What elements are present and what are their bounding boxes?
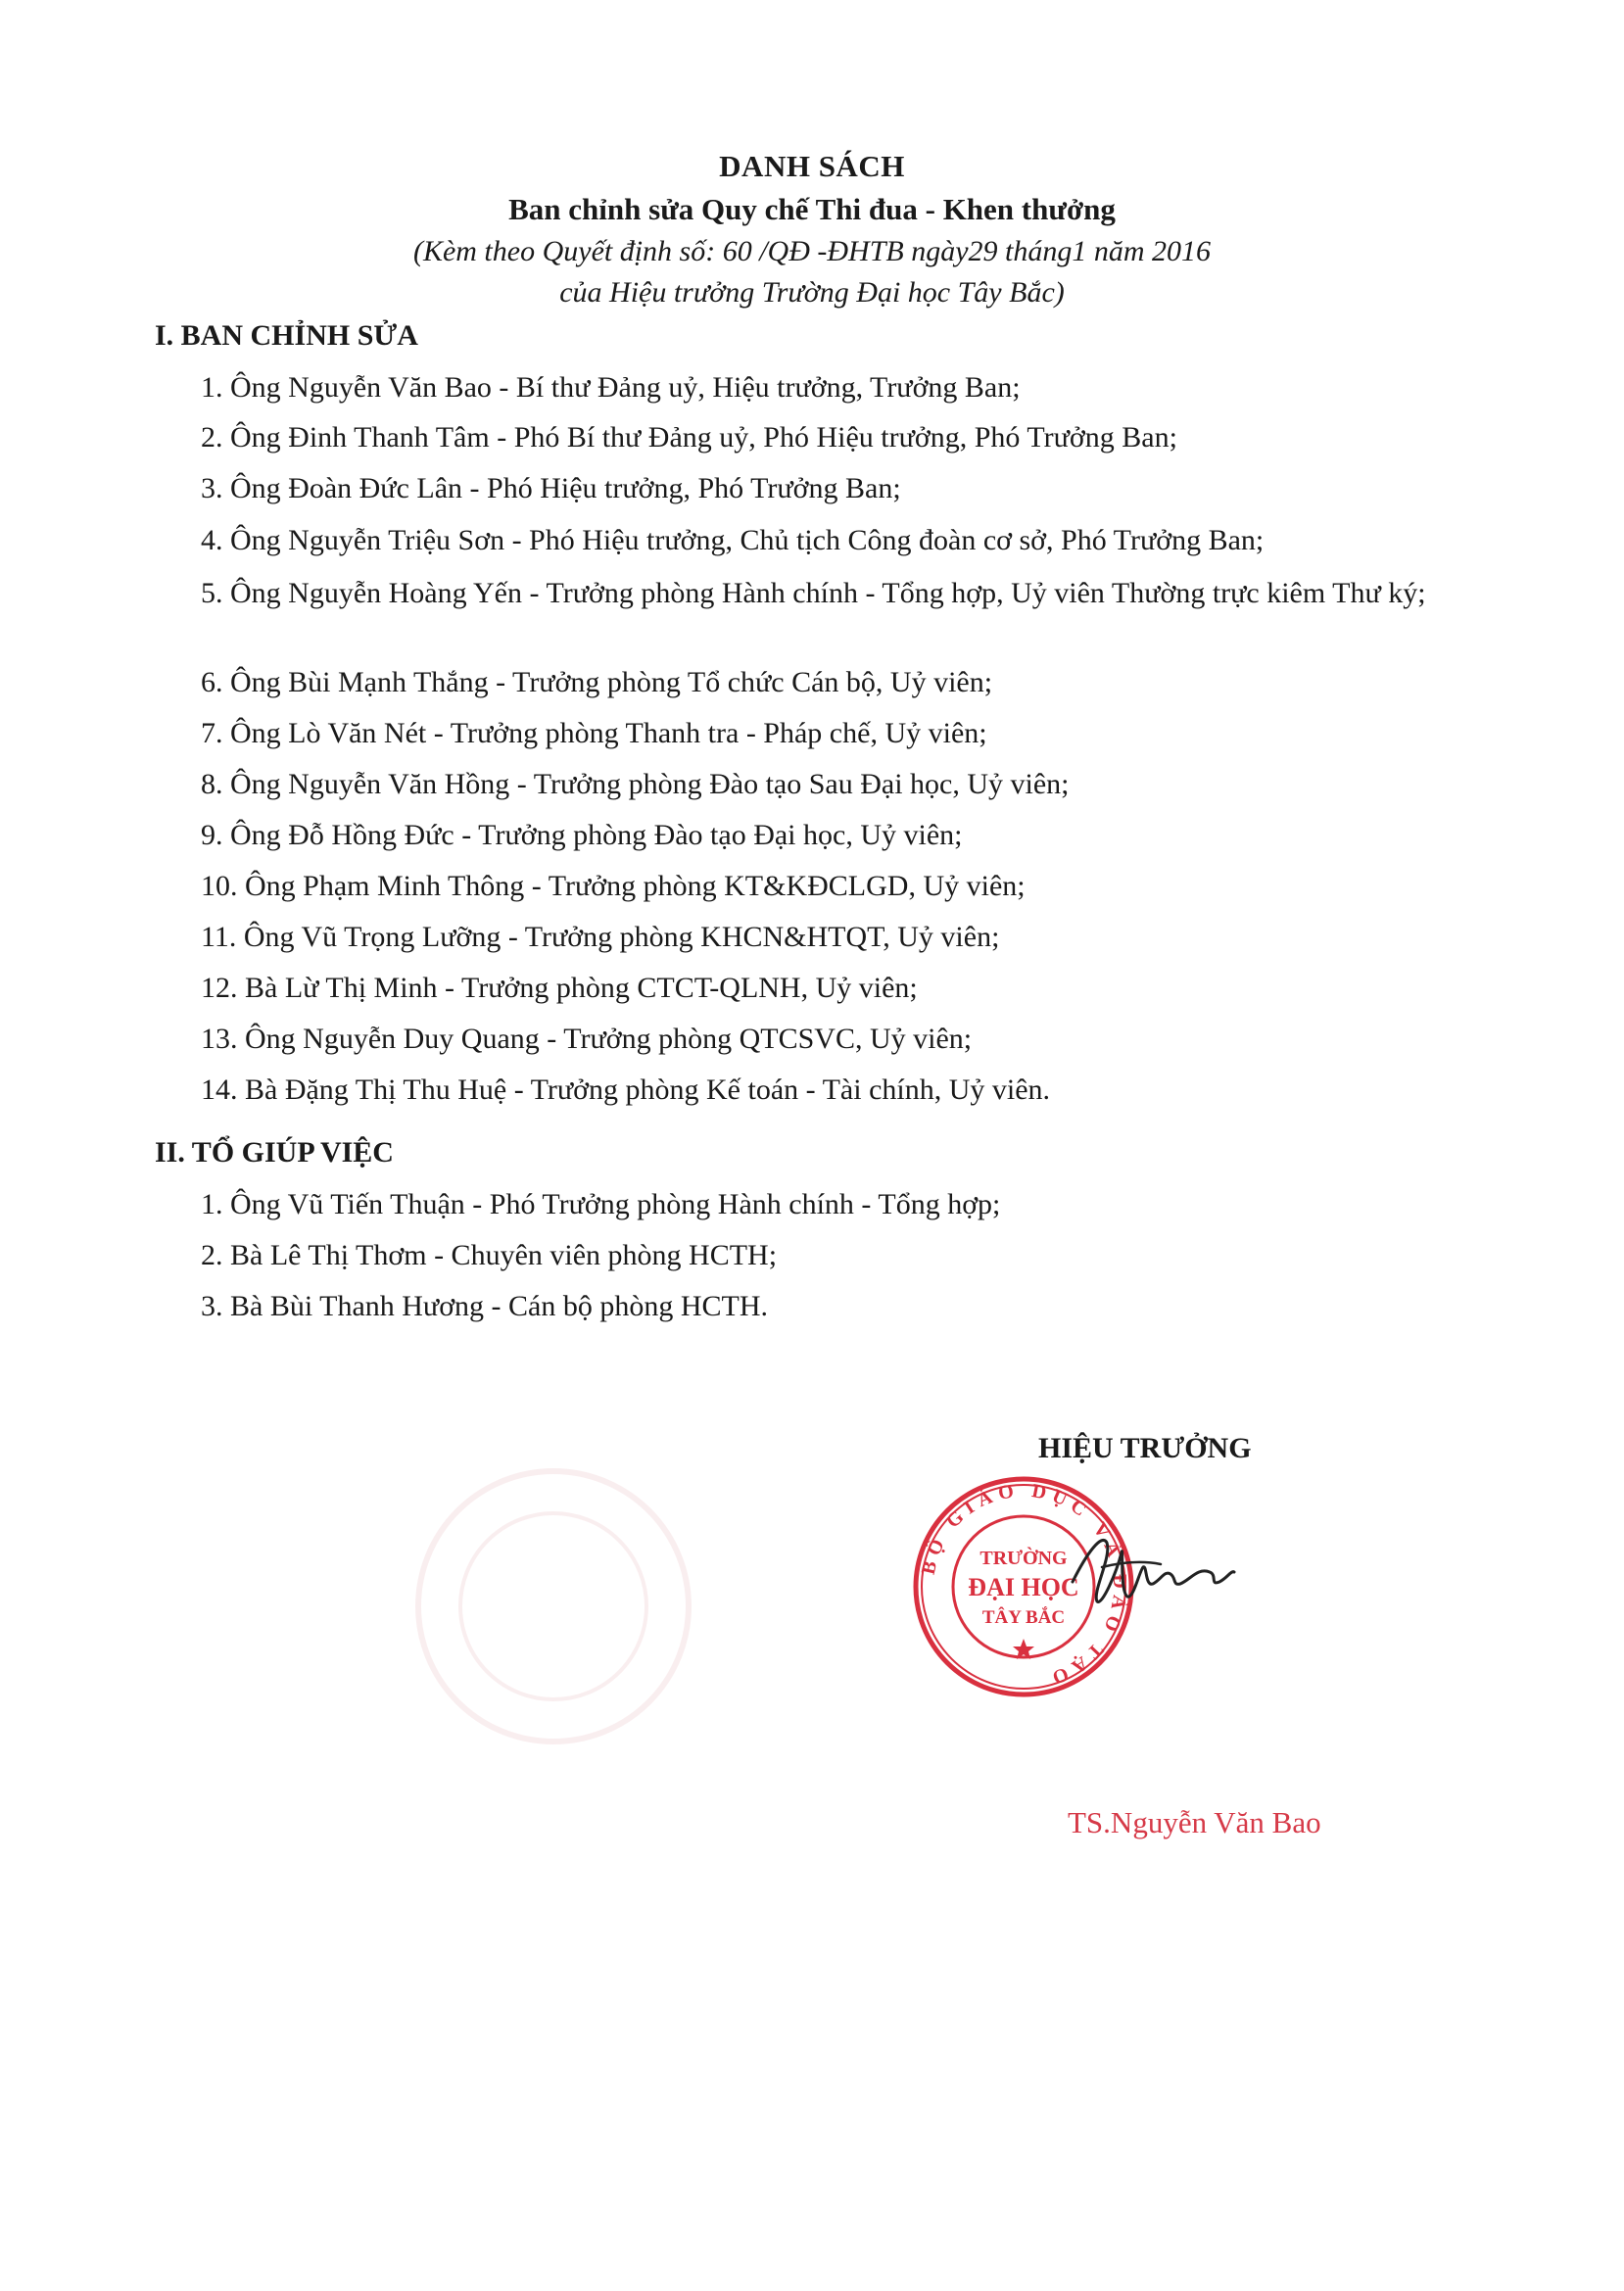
list-item: 1. Ông Vũ Tiến Thuận - Phó Trưởng phòng Hành chính - Tổng hợp; [201, 1188, 1001, 1220]
handwritten-signature-graphic [1063, 1513, 1239, 1631]
section1-heading: I. BAN CHỈNH SỬA [155, 319, 418, 352]
decision-reference-line1: (Kèm theo Quyết định số: 60 /QĐ -ĐHTB ngày29 tháng1 năm 2016 [412, 235, 1212, 267]
section2-heading: II. TỔ GIÚP VIỆC [155, 1136, 394, 1169]
list-item: 1. Ông Nguyễn Văn Bao - Bí thư Đảng uỷ, Hiệu trưởng, Trưởng Ban; [201, 371, 1021, 404]
list-item: 12. Bà Lừ Thị Minh - Trưởng phòng CTCT-QLNH, Uỷ viên; [201, 972, 918, 1004]
list-item: 4. Ông Nguyễn Triệu Sơn - Phó Hiệu trưởng, Chủ tịch Công đoàn cơ sở, Phó Trưởng Ban; [201, 524, 1265, 556]
list-item: 14. Bà Đặng Thị Thu Huệ - Trưởng phòng Kế toán - Tài chính, Uỷ viên. [201, 1074, 1051, 1106]
list-item: 7. Ông Lò Văn Nét - Trưởng phòng Thanh tra - Pháp chế, Uỷ viên; [201, 717, 987, 749]
signer-title: HIỆU TRƯỞNG [1038, 1432, 1252, 1464]
list-item: 3. Ông Đoàn Đức Lân - Phó Hiệu trưởng, Phó Trưởng Ban; [201, 472, 901, 504]
list-item: 9. Ông Đỗ Hồng Đức - Trưởng phòng Đào tạo Đại học, Uỷ viên; [201, 819, 963, 851]
list-item: 5. Ông Nguyễn Hoàng Yến - Trưởng phòng Hành chính - Tổng hợp, Uỷ viên Thường trực kiêm Thư ký; [201, 577, 1426, 609]
list-item: 8. Ông Nguyễn Văn Hồng - Trưởng phòng Đào tạo Sau Đại học, Uỷ viên; [201, 768, 1070, 800]
document-title: DANH SÁCH [719, 149, 905, 183]
showthrough-seal-graphic [406, 1459, 700, 1753]
decision-reference-line2: của Hiệu trưởng Trường Đại học Tây Bắc) [559, 276, 1065, 309]
svg-text:TÂY BẮC: TÂY BẮC [981, 1607, 1066, 1628]
list-item: 3. Bà Bùi Thanh Hương - Cán bộ phòng HCTH. [201, 1290, 769, 1322]
list-item: 11. Ông Vũ Trọng Lưỡng - Trưởng phòng KHCN&HTQT, Uỷ viên; [201, 921, 1000, 953]
list-item: 6. Ông Bùi Mạnh Thắng - Trưởng phòng Tổ chức Cán bộ, Uỷ viên; [201, 666, 993, 698]
signature-block [882, 1410, 1469, 1841]
list-item: 10. Ông Phạm Minh Thông - Trưởng phòng KT&KĐCLGD, Uỷ viên; [201, 870, 1026, 902]
list-item: 2. Ông Đinh Thanh Tâm - Phó Bí thư Đảng uỷ, Phó Hiệu trưởng, Phó Trưởng Ban; [201, 421, 1177, 453]
svg-text:BỘ GIÁO DỤC VÀ ĐÀO TẠO: BỘ GIÁO DỤC VÀ ĐÀO TẠO [917, 1479, 1131, 1691]
list-item: 2. Bà Lê Thị Thơm - Chuyên viên phòng HCTH; [201, 1239, 778, 1271]
svg-text:TRƯỜNG: TRƯỜNG [979, 1548, 1068, 1569]
document-subtitle: Ban chỉnh sửa Quy chế Thi đua - Khen thưởng [508, 192, 1116, 226]
signer-name: TS.Nguyễn Văn Bao [1068, 1805, 1321, 1839]
svg-text:ĐẠI HỌC: ĐẠI HỌC [968, 1573, 1079, 1601]
list-item: 13. Ông Nguyễn Duy Quang - Trưởng phòng QTCSVC, Uỷ viên; [201, 1023, 973, 1055]
